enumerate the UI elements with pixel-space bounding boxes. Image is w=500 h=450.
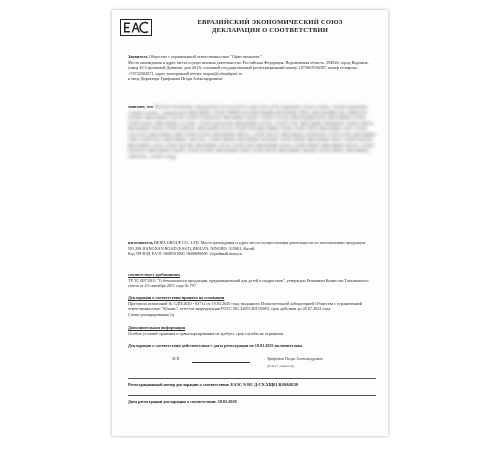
product-description: Школьно-письменные принадлежности для детей и подростков: ручки шариковые, ручки гелевые, стержни шариковые, стержни гелевые, с маркировкой: BRAUBERG, STAFF, ПИФАГОР, ЮНЛАНДИЯ, BRAUBERG KIDS, ЮНЛАНДИЯ ART, ПИФАГОР STUDIO, BRAUBERG COLOR, STAFF EVERYDAY, BRAUBERG BASIC, STAFF COLOR, ЮНЛАНДИЯ KIDS, BRAUBERG ULTRA, STAFF BASIC, BRAUBERG CLASSIC, STAFF MANAGER, BRAUBERG EXTRA, STAFF LINE, BRAUBERG PREMIUM, STAFF OFFICE, BRAUBERG NEON, STAFF SCHOOL, BRAUBERG FLUO, STAFF TOP, BRAUBERG SLIM, STAFF TEEN, BRAUBERG SOFT, STAFF COLLEGE, BRAUBERG GRIP, STAFF STUDY, BRAUBERG METAL, STAFF MULTI, BRAUBERG DIAMOND, STAFF STAR, BRAUBERG TRIO, STAFF DUO, BRAUBERG CRYSTAL, STAFF FRESH, BRAUBERG WINNER, STAFF SPORT, BRAUBERG MATT, STAFF PASTEL, BRAUBERG GOLD, STAFF SILVER, BRAUBERG TECH, STAFF NEW, BRAUBERG RACE, STAFF SPEED, BRAUBERG MAGIC, STAFF FANTASY, BRAUBERG HAPPY, STAFF FUNNY, BRAUBERG MINI, STAFF MAXI, BRAUBERG SMART, STAFF SMILE, BRAUBERG ORIGINAL, STAFF College <box>128 104 376 159</box>
signatory-caption: (Ф.И.О. заявителя) <box>267 364 295 368</box>
requirements-label: соответствует требованиям <box>128 272 180 277</box>
validity-text: Декларация о соответствии действительна с даты регистрации по 18.03.2023 включительно <box>128 343 303 348</box>
stamp-place-label: М.П. <box>172 356 181 361</box>
eac-logo <box>120 19 152 36</box>
registration-date: 19.03.2020 <box>217 399 237 404</box>
registration-number-row <box>128 382 376 387</box>
signature-line <box>192 362 250 363</box>
declares-label: заявляет, что <box>128 104 154 109</box>
product-codes: Код ТН ВЭД ЕАЭС 9608101000, 9608600000. Серийный выпуск <box>128 251 243 256</box>
divider <box>128 378 376 379</box>
requirements-text: ТР ТС 007/2011 "О безопасности продукции, предназначенной для детей и подростков", утвержден Решением Комиссии Таможенного союза от 23 сентября 2011 года № 797 <box>128 277 369 288</box>
registration-date-row <box>128 399 376 404</box>
additional-text: Особых условий хранения и транспортирования не требует, срок службы не ограничен. <box>128 330 285 336</box>
registration-date-label: Дата регистрации декларации о соответствии: <box>128 399 217 404</box>
requirements-section <box>128 272 376 289</box>
applicant-section <box>128 54 376 82</box>
signatory-name: Трифонов Игорь Александрович <box>267 356 323 361</box>
manufacturer-section <box>128 240 376 257</box>
applicant-address: Место нахождения и адрес места осуществления деятельности: Российская Федерация, Воронежская область, 394026, город Воронеж, улица 45 Стрелковой Дивизии, дом 261А, основной государственный регистрационный номер: 1073667036387, номер телефона: +74732502071, адрес электронной почты: import@ofisnabprof.ru <box>128 59 369 76</box>
registration-number-label: Регистрационный номер декларации о соответствии: <box>128 382 230 387</box>
eac-mark-icon <box>121 20 151 35</box>
applicant-director: в лице Директора Трифонова Игоря Александровича <box>128 76 223 81</box>
product-section <box>128 104 376 159</box>
registration-number: ЕАЭС N RU Д-CN.ХЩ01.В.00648/20 <box>230 382 299 387</box>
applicant-name: Общество с ограниченной ответственностью "Офис-комплект" <box>148 54 262 59</box>
basis-label: Декларация о соответствии принята на основании <box>128 295 225 300</box>
additional-section <box>128 325 376 336</box>
basis-scheme: Схема декларирования 1д <box>128 311 175 317</box>
manufacturer-text: BEIFA GROUP CO., LTD. Место нахождения и адрес места осуществления деятельности по изготовлению продукции: NO.298 JIANGNAN ROAD [EAST], BEILUN, NINGBO, 315801, Китай. <box>128 240 366 251</box>
basis-section <box>128 295 376 317</box>
divider <box>128 395 376 396</box>
basis-text: Протокола испытаний № СДП/2020 - 03712 от 19.03.2020 года, выданного Испытательной лабораторией Общества с ограниченной ответственностью "Юлинс", аттестат аккредитации РОСС RU.32093.ИЛ.00003, срок действия до 20.07.2022 года. <box>128 300 363 311</box>
applicant-label: Заявитель <box>128 54 148 59</box>
manufacturer-label: изготовитель <box>128 240 154 245</box>
union-title: ЕВРАЗИЙСКИЙ ЭКОНОМИЧЕСКИЙ СОЮЗ <box>197 19 343 26</box>
declaration-document <box>112 10 388 436</box>
document-title: ДЕКЛАРАЦИЯ О СООТВЕТСТВИИ <box>211 27 329 34</box>
additional-label: Дополнительная информация <box>128 325 185 330</box>
